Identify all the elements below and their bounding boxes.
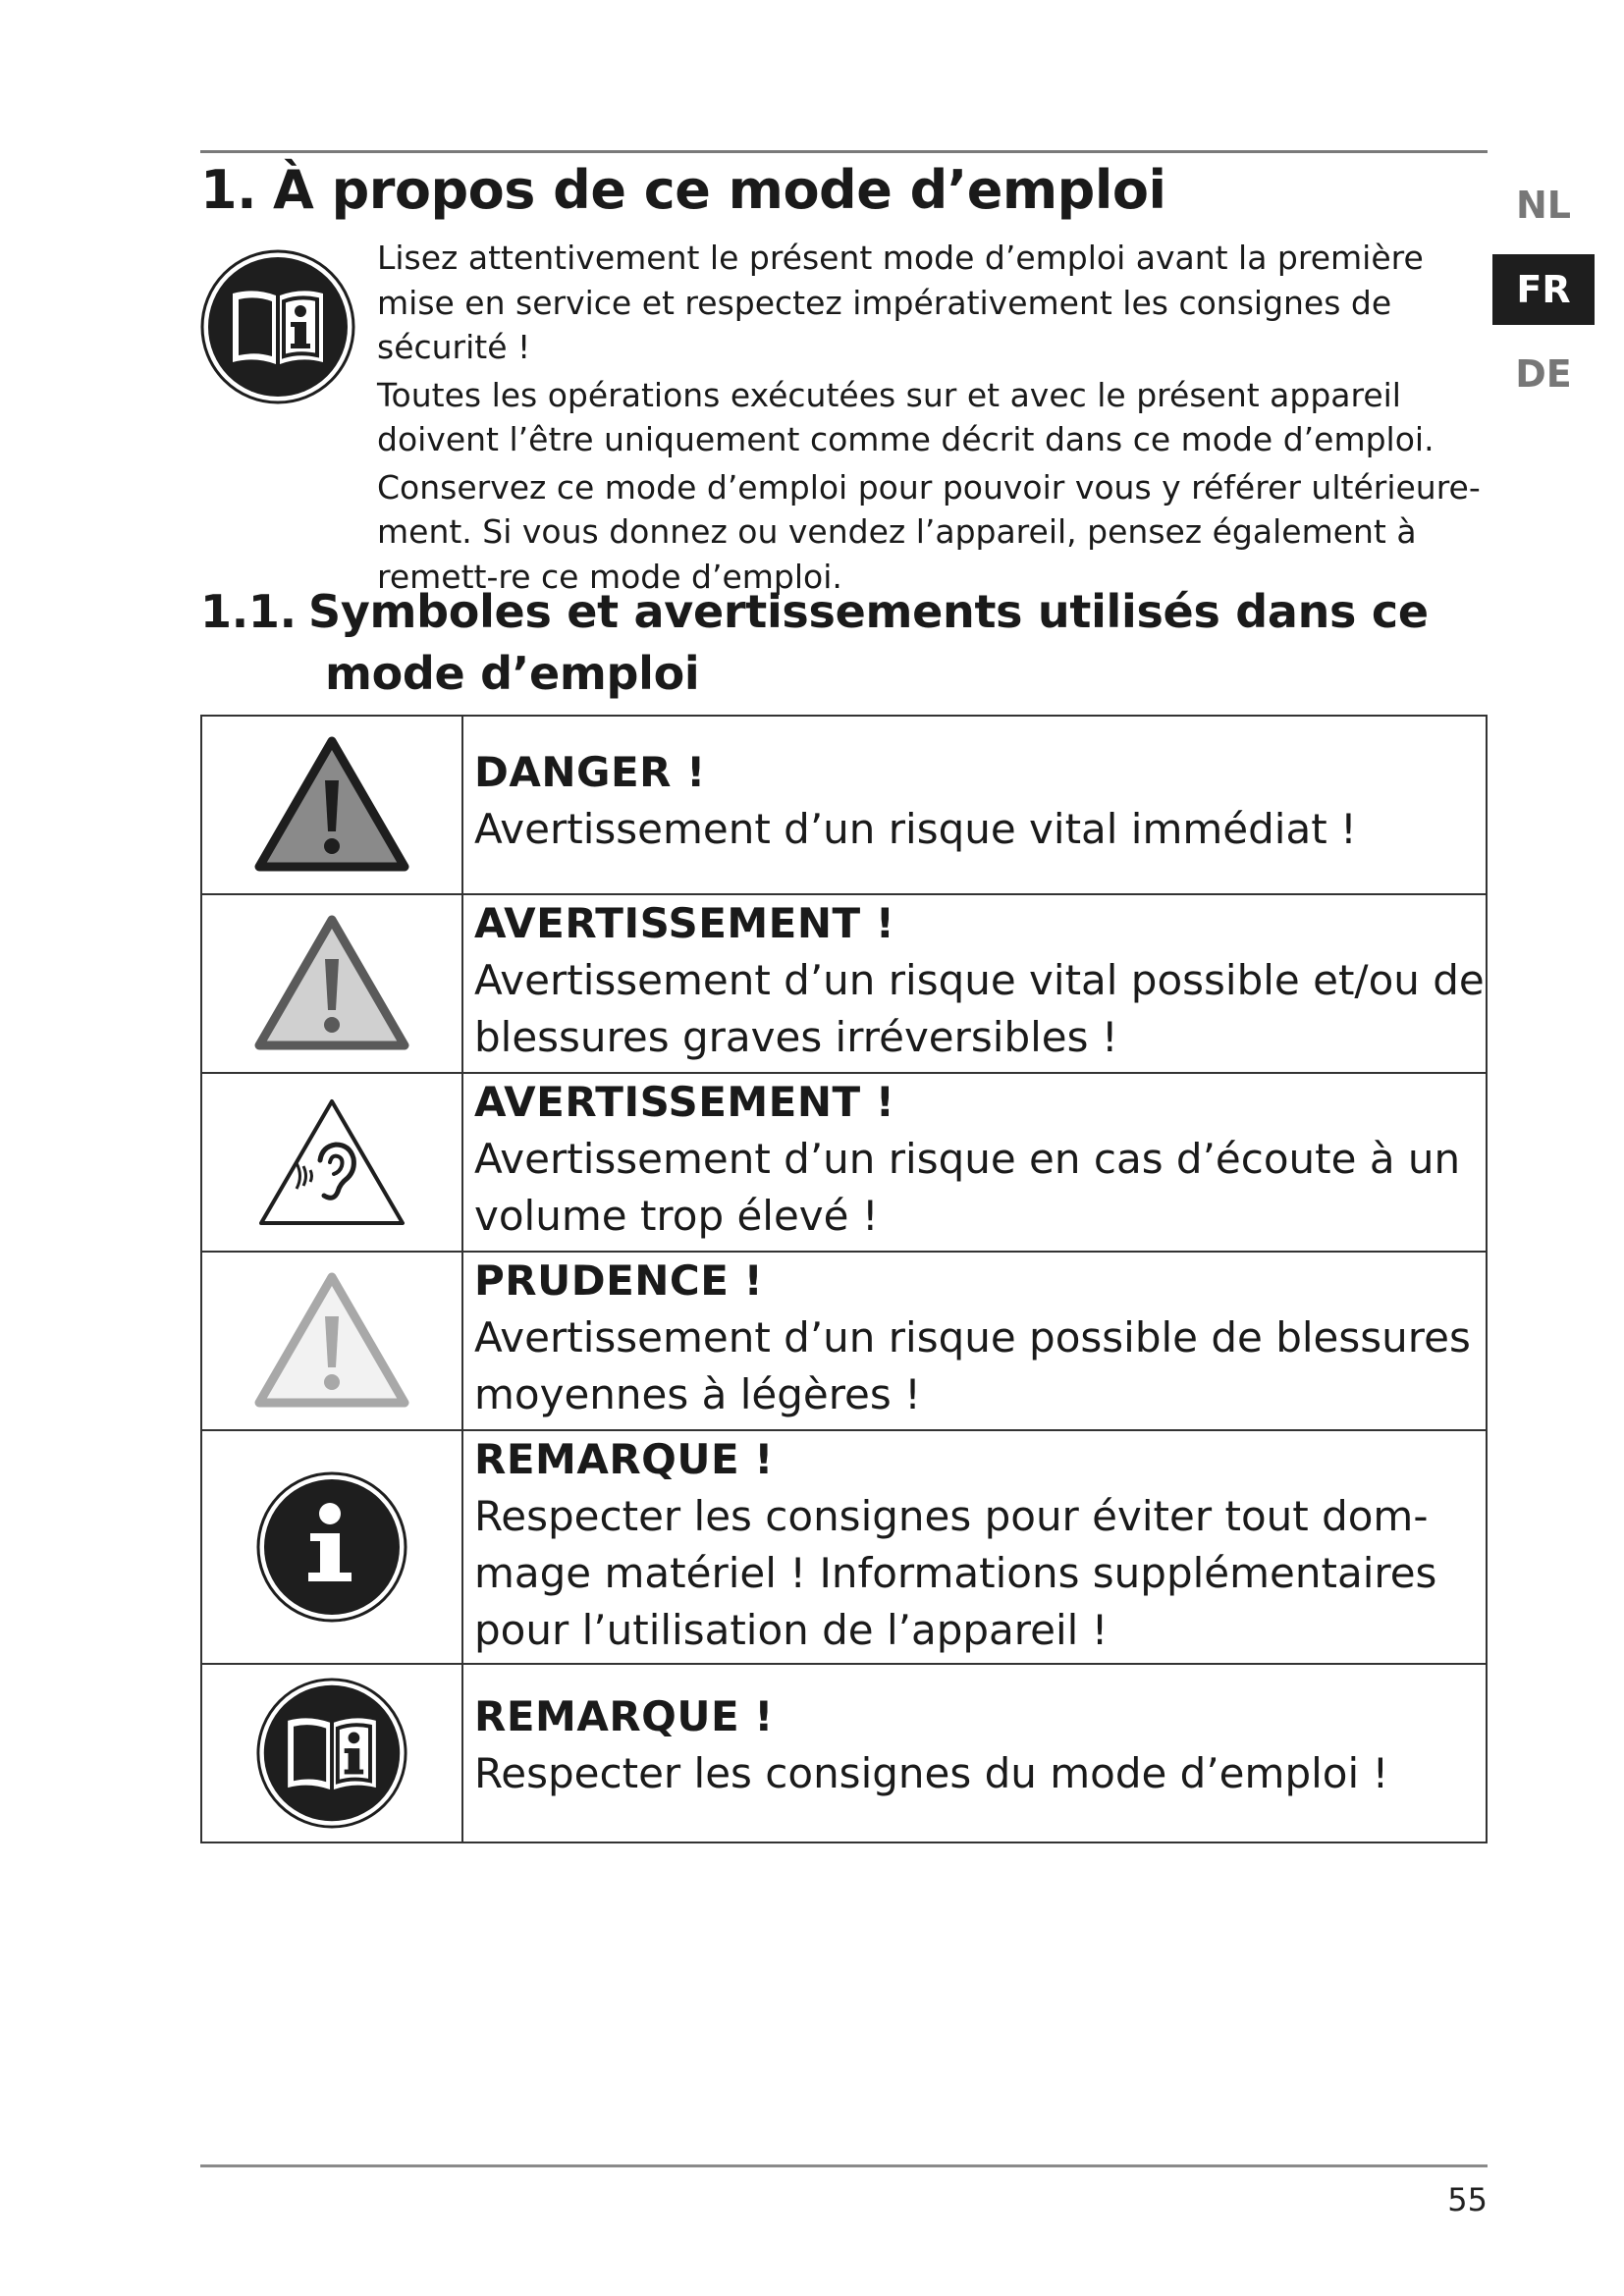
subsection-heading bbox=[200, 581, 1429, 705]
symbol-text-cell bbox=[462, 716, 1487, 894]
intro-paragraph: Conservez ce mode d’emploi pour pouvoir vous y référer ultérieure-ment. Si vous donnez ou vendez l’appareil, pensez également à remett-re ce mode d’emploi. bbox=[377, 467, 1481, 596]
symbol-icon-cell bbox=[201, 894, 462, 1073]
symbol-description: Avertissement d’un risque vital possible et/ou de blessures graves irréversibles ! bbox=[474, 956, 1485, 1061]
table-row bbox=[201, 894, 1487, 1073]
symbol-title: AVERTISSEMENT ! bbox=[474, 899, 895, 947]
section-title: À propos de ce mode d’emploi bbox=[273, 159, 1166, 221]
symbol-text-cell bbox=[462, 1073, 1487, 1252]
symbol-icon-cell bbox=[201, 1430, 462, 1664]
manual-info-icon bbox=[255, 1677, 408, 1830]
symbol-icon-cell bbox=[201, 1073, 462, 1252]
lang-tab-fr[interactable]: FR bbox=[1492, 254, 1595, 325]
symbol-icon-cell bbox=[201, 1664, 462, 1842]
table-row bbox=[201, 1252, 1487, 1430]
symbol-title: DANGER ! bbox=[474, 748, 706, 796]
symbol-text-cell bbox=[462, 1430, 1487, 1664]
manual-info-icon bbox=[199, 248, 356, 405]
subsection-number: 1.1. bbox=[200, 585, 297, 638]
symbol-text-cell bbox=[462, 894, 1487, 1073]
symbol-icon-cell bbox=[201, 716, 462, 894]
bottom-rule bbox=[200, 2164, 1488, 2167]
subsection-title-line2: mode d’emploi bbox=[325, 647, 700, 700]
info-icon bbox=[255, 1470, 408, 1624]
table-row bbox=[201, 1073, 1487, 1252]
top-rule bbox=[200, 150, 1488, 153]
symbols-table bbox=[200, 715, 1488, 1843]
symbol-title: PRUDENCE ! bbox=[474, 1256, 764, 1305]
symbol-description: Respecter les consignes pour éviter tout dom-mage matériel ! Informations supplémentaires pour l’utilisation de l’appareil ! bbox=[474, 1492, 1437, 1654]
lang-tab-nl[interactable]: NL bbox=[1515, 184, 1572, 227]
warning-icon bbox=[253, 914, 410, 1053]
symbol-text-cell bbox=[462, 1252, 1487, 1430]
subsection-title-line1: Symboles et avertissements utilisés dans ce bbox=[308, 585, 1429, 638]
section-number: 1. bbox=[200, 159, 257, 221]
symbol-icon-cell bbox=[201, 1252, 462, 1430]
symbol-description: Respecter les consignes du mode d’emploi ! bbox=[474, 1749, 1389, 1797]
lang-tab-de[interactable]: DE bbox=[1515, 352, 1572, 396]
symbol-text-cell bbox=[462, 1664, 1487, 1842]
symbol-title: REMARQUE ! bbox=[474, 1435, 774, 1483]
table-row bbox=[201, 716, 1487, 894]
symbol-title: AVERTISSEMENT ! bbox=[474, 1078, 895, 1126]
symbol-description: Avertissement d’un risque possible de blessures moyennes à légères ! bbox=[474, 1313, 1471, 1418]
symbol-description: Avertissement d’un risque en cas d’écoute à un volume trop élevé ! bbox=[474, 1135, 1461, 1240]
hearing-warning-icon bbox=[253, 1094, 410, 1231]
intro-paragraph: Lisez attentivement le présent mode d’emploi avant la première mise en service et respectez impérativement les consignes de sécurité ! bbox=[377, 239, 1424, 366]
danger-warning-icon bbox=[253, 735, 410, 875]
caution-icon bbox=[253, 1271, 410, 1411]
table-row bbox=[201, 1664, 1487, 1842]
table-row bbox=[201, 1430, 1487, 1664]
symbol-title: REMARQUE ! bbox=[474, 1692, 774, 1740]
section-heading bbox=[200, 159, 1165, 221]
intro-paragraph: Toutes les opérations exécutées sur et avec le présent appareil doivent l’être uniquement comme décrit dans ce mode d’emploi. bbox=[377, 375, 1435, 458]
symbol-description: Avertissement d’un risque vital immédiat ! bbox=[474, 805, 1357, 853]
page-number: 55 bbox=[1447, 2181, 1488, 2218]
intro-text bbox=[377, 236, 1487, 602]
